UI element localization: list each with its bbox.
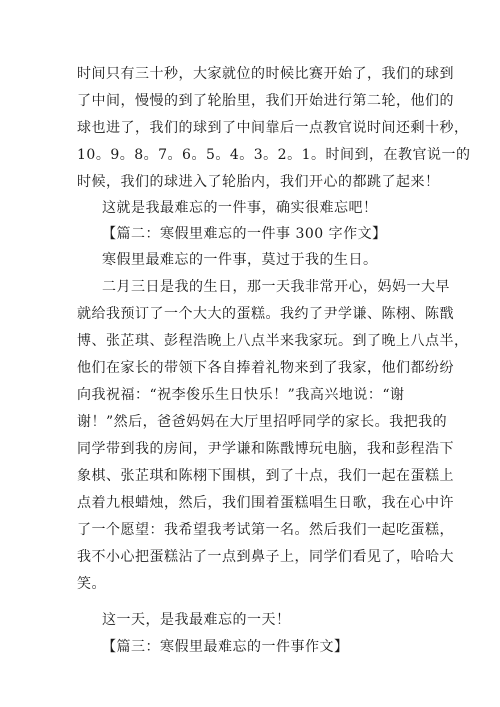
text-line: 笑。	[77, 576, 106, 592]
text-line: 我不小心把蛋糕沾了一点到鼻子上，同学们看见了，哈哈大	[77, 549, 454, 565]
text-line: 他们在家长的带领下各自捧着礼物来到了我家，他们都纷纷	[77, 360, 454, 376]
text-line: 了一个愿望：我希望我考试第一名。然后我们一起吃蛋糕，	[77, 522, 454, 538]
text-line: 博、张芷琪、彭程浩晚上八点半来我家玩。到了晚上八点半，	[77, 333, 469, 349]
text-line: 寒假里最难忘的一件事，莫过于我的生日。	[102, 252, 378, 268]
section-heading: 【篇二：寒假里难忘的一件事 300 字作文】	[102, 226, 387, 242]
text-line: 就给我预订了一个大大的蛋糕。我约了尹学谦、陈栩、陈戬	[77, 306, 454, 322]
text-line: 球也进了，我们的球到了中间靠后一点教官说时间还剩十秒，	[77, 120, 469, 136]
text-line: 二月三日是我的生日，那一天我非常开心，妈妈一大早	[102, 279, 450, 295]
section-heading: 【篇三：寒假里最难忘的一件事作文】	[102, 639, 349, 655]
text-line: 象棋、张芷琪和陈栩下围棋，到了十点，我们一起在蛋糕上	[77, 468, 454, 484]
text-line: 时候，我们的球进入了轮胎内，我们开心的都跳了起来！	[77, 174, 440, 190]
text-line: 10。9。8。7。6。5。4。3。2。1。时间到，在教官说一的	[77, 147, 471, 163]
text-line: 时间只有三十秒，大家就位的时候比赛开始了，我们的球到	[77, 66, 454, 82]
text-line: 这就是我最难忘的一件事，确实很难忘吧！	[102, 200, 378, 216]
text-line: 这一天，是我最难忘的一天！	[102, 612, 291, 628]
text-line: 谢！”然后，爸爸妈妈在大厅里招呼同学的家长。我把我的	[77, 414, 448, 430]
text-line: 了中间，慢慢的到了轮胎里，我们开始进行第二轮，他们的	[77, 93, 454, 109]
text-line: 同学带到我的房间，尹学谦和陈戬博玩电脑，我和彭程浩下	[77, 441, 454, 457]
text-line: 点着九根蜡烛，然后，我们围着蛋糕唱生日歌，我在心中许	[77, 495, 454, 511]
text-line: 向我祝福：“祝李俊乐生日快乐！”我高兴地说：“谢	[77, 387, 405, 403]
